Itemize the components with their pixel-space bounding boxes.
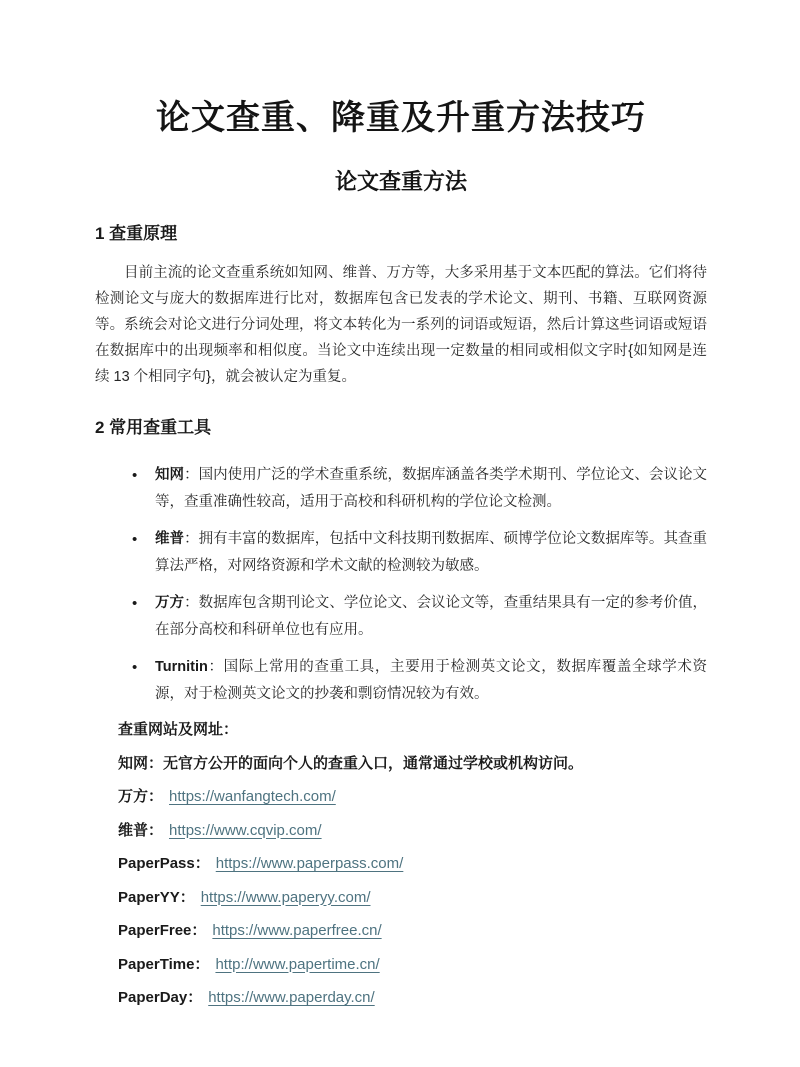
- link-label: 维普：: [118, 821, 164, 839]
- wanfang-link[interactable]: https://wanfangtech.com/: [169, 788, 336, 805]
- link-label: PaperDay：: [118, 989, 203, 1006]
- tool-desc: ：数据库包含期刊论文、学位论文、会议论文等，查重结果具有一定的参考价值，在部分高校和科研单位也有应用。: [155, 595, 708, 638]
- link-row-paperpass: [118, 854, 707, 873]
- principle-paragraph: 目前主流的论文查重系统如知网、维普、万方等，大多采用基于文本匹配的算法。它们将待检测论文与庞大的数据库进行比对，数据库包含已发表的学术论文、期刊、书籍、互联网资源等。系统会对论文进行分词处理，将文本转化为一系列的词语或短语，然后计算这些词语或短语在数据库中的出现频率和相似度。当论文中连续出现一定数量的相同或相似文字时{如知网是连续 13 个相同字句}，就会被认定为重复。: [95, 265, 707, 385]
- papertime-link[interactable]: http://www.papertime.cn/: [215, 955, 380, 973]
- link-row-paperday: [118, 988, 707, 1007]
- section-heading-principle: 1 查重原理: [95, 224, 178, 243]
- link-row-paperyy: [118, 888, 707, 907]
- tool-item-wanfang: [155, 590, 707, 644]
- link-row-papertime: [118, 955, 707, 974]
- tool-name: 维普: [155, 531, 185, 547]
- paperyy-link[interactable]: https://www.paperyy.com/: [200, 888, 371, 906]
- paperpass-link[interactable]: https://www.paperpass.com/: [215, 855, 404, 872]
- tool-item-turnitin: [155, 654, 707, 708]
- section-heading-tools: 2 常用查重工具: [95, 418, 212, 437]
- doc-subtitle: 论文查重方法: [334, 169, 467, 194]
- link-label: PaperYY：: [118, 888, 195, 906]
- doc-title: 论文查重、降重及升重方法技巧: [156, 99, 646, 137]
- tool-desc: ：国内使用广泛的学术查重系统，数据库涵盖各类学术期刊、学位论文、会议论文等，查重准确性较高，适用于高校和科研机构的学位论文检测。: [155, 467, 708, 510]
- link-row-weipu: [118, 821, 707, 840]
- cnki-access-note: 知网：无官方公开的面向个人的查重入口，通常通过学校或机构访问。: [118, 754, 584, 772]
- link-label: 万方：: [118, 788, 164, 805]
- tool-desc: ：国际上常用的查重工具，主要用于检测英文论文，数据库覆盖全球学术资源，对于检测英文论文的抄袭和剽窃情况较为有效。: [155, 659, 707, 702]
- link-row-wanfang: [118, 787, 707, 806]
- cqvip-link[interactable]: https://www.cqvip.com/: [169, 821, 322, 839]
- paperfree-link[interactable]: https://www.paperfree.cn/: [212, 922, 382, 939]
- paperday-link[interactable]: https://www.paperday.cn/: [208, 989, 375, 1006]
- link-label: PaperFree：: [118, 922, 207, 939]
- tool-desc: ：拥有丰富的数据库，包括中文科技期刊数据库、硕博学位论文数据库等。其查重算法严格，对网络资源和学术文献的检测较为敏感。: [155, 531, 708, 574]
- websites-heading: 查重网站及网址：: [118, 721, 239, 738]
- link-label: PaperPass：: [118, 855, 210, 872]
- tool-list: [95, 462, 707, 708]
- tool-item-cnki: [155, 462, 707, 516]
- link-row-paperfree: [118, 921, 707, 940]
- tool-name: 万方: [155, 595, 185, 611]
- websites-section: [118, 720, 707, 1007]
- tool-name: 知网: [155, 467, 185, 483]
- tool-item-weipu: [155, 526, 707, 580]
- tool-name: Turnitin: [155, 659, 208, 675]
- link-label: PaperTime：: [118, 955, 210, 973]
